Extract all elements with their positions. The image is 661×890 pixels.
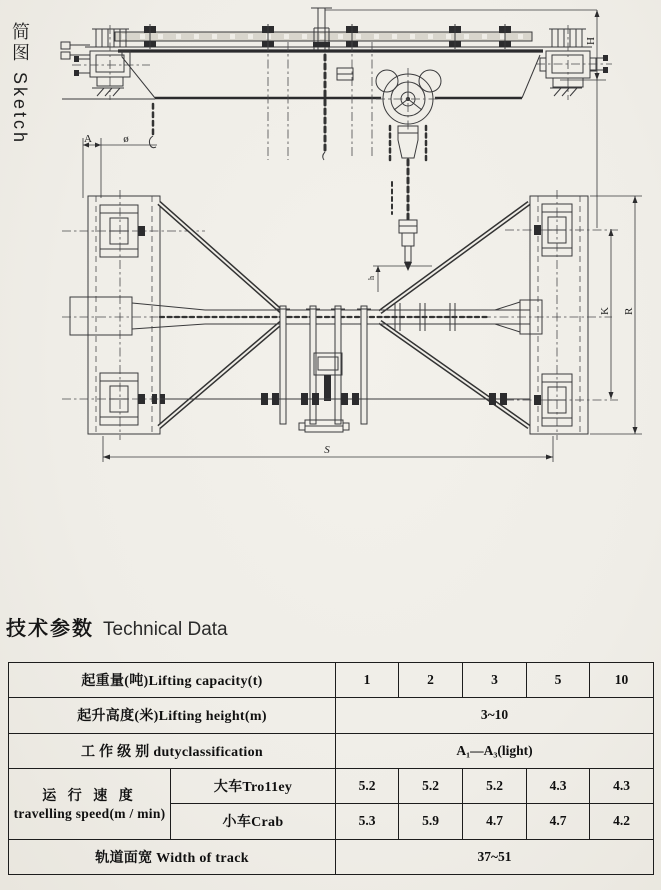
capacity-label: 起重量(吨)Lifting capacity(t)	[9, 663, 336, 698]
capacity-value-2: 2	[399, 663, 463, 698]
row-lifting-height	[9, 698, 654, 733]
dim-label-A: A	[84, 133, 92, 145]
drive-shaft	[160, 393, 530, 405]
duty-value: A₁—A₃(light)	[336, 733, 654, 768]
technical-data-table	[8, 662, 654, 875]
crab-value-4: 4.7	[527, 804, 590, 839]
dimension-K	[599, 229, 614, 399]
row-track-width	[9, 839, 654, 874]
lifting-height-value: 3~10	[336, 698, 654, 733]
speed-label-en: travelling speed(m / min)	[13, 806, 166, 822]
lifting-height-label: 起升高度(米)Lifting height(m)	[9, 698, 336, 733]
dim-label-H: H	[585, 37, 597, 45]
end-carriage-right	[536, 25, 612, 100]
track-label: 轨道面宽 Width of track	[9, 839, 336, 874]
trolley-value-5: 4.3	[590, 768, 654, 803]
capacity-value-1: 1	[336, 663, 399, 698]
dimension-A	[83, 133, 157, 198]
trolley-value-2: 5.2	[399, 768, 463, 803]
trolley-value-4: 4.3	[527, 768, 590, 803]
hook-left	[149, 104, 156, 148]
chain-hoist	[376, 68, 441, 271]
crab	[276, 306, 371, 432]
capacity-value-4: 5	[527, 663, 590, 698]
sketch-side-label: 简图 Sketch	[10, 22, 30, 146]
technical-data-heading	[6, 612, 228, 641]
heading-cn: 技术参数	[6, 618, 94, 640]
plan-view	[62, 190, 642, 462]
row-lifting-capacity	[9, 663, 654, 698]
dim-label-K: K	[599, 307, 611, 315]
main-girder	[62, 51, 543, 99]
trolley-value-3: 5.2	[463, 768, 527, 803]
duty-label: 工 作 级 别 dutyclassification	[9, 733, 336, 768]
dim-label-dia: ø	[123, 133, 129, 145]
dimension-S	[103, 436, 553, 462]
row-duty-classification	[9, 733, 654, 768]
trolley-value-1: 5.2	[336, 768, 399, 803]
dim-label-S: S	[324, 444, 330, 456]
capacity-value-5: 10	[590, 663, 654, 698]
track-value: 37~51	[336, 839, 654, 874]
row-trolley-speed	[9, 768, 654, 803]
elevation-view	[61, 8, 612, 292]
crab-value-1: 5.3	[336, 804, 399, 839]
crab-value-2: 5.9	[399, 804, 463, 839]
crab-value-3: 4.7	[463, 804, 527, 839]
dim-label-R: R	[623, 307, 635, 315]
heading-en: Technical Data	[103, 619, 228, 640]
trolley-label: 大车Tro11ey	[171, 768, 336, 803]
crab-value-5: 4.2	[590, 804, 654, 839]
mast	[311, 8, 332, 50]
capacity-value-3: 3	[463, 663, 527, 698]
dim-label-hook: h	[367, 276, 376, 280]
speed-label	[9, 768, 171, 839]
dimension-R	[590, 196, 642, 434]
speed-label-cn: 运 行 速 度	[42, 789, 137, 805]
crab-label: 小车Crab	[171, 804, 336, 839]
